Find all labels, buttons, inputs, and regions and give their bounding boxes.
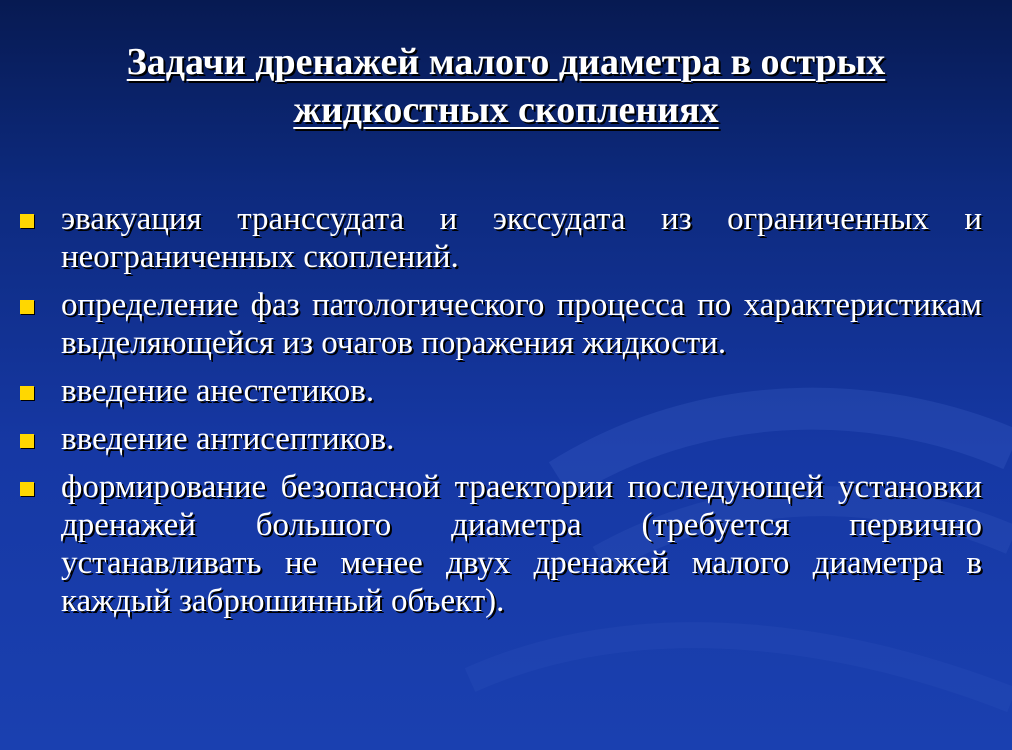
bullet-item	[20, 286, 982, 362]
bullet-text: эвакуация транссудата и экссудата из ограниченных и неограниченных скоплений.	[61, 201, 982, 275]
yellow-square-bullet-icon	[20, 214, 34, 228]
yellow-square-bullet-icon	[20, 386, 34, 400]
bullet-item	[20, 468, 982, 620]
yellow-square-bullet-icon	[20, 434, 34, 448]
bullet-item	[20, 420, 982, 458]
bullet-text: введение антисептиков.	[61, 421, 395, 457]
slide-title	[20, 38, 992, 134]
bullet-list	[20, 200, 982, 630]
bullet-text: определение фаз патологического процесса по характеристикам выделяющейся из очагов поражения жидкости.	[61, 287, 982, 361]
bullet-item	[20, 372, 982, 410]
slide-title-line-2: жидкостных скоплениях	[293, 89, 719, 131]
slide-title-line-1: Задачи дренажей малого диаметра в острых	[126, 41, 886, 83]
bullet-item	[20, 200, 982, 276]
bullet-text: формирование безопасной траектории последующей установки дренажей большого диаметра (требуется первично устанавливать не менее двух дренажей малого диаметра в каждый забрюшинный объект).	[61, 469, 982, 619]
bullet-text: введение анестетиков.	[61, 373, 375, 409]
yellow-square-bullet-icon	[20, 300, 34, 314]
yellow-square-bullet-icon	[20, 482, 34, 496]
